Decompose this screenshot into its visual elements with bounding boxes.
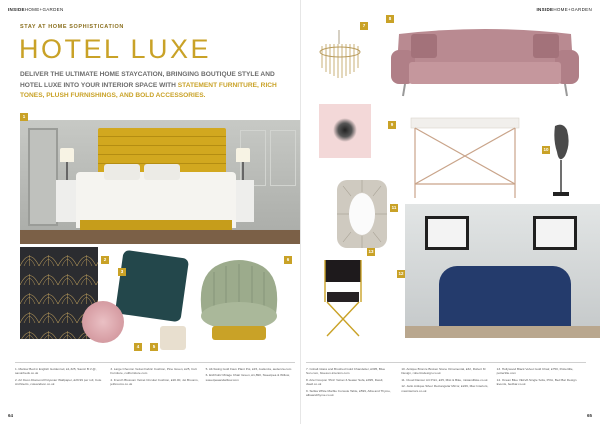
caption-column: 7. Cobalt Glass and Brushed Gold Chandelier, £395, Blue Sun.com, bluesun-interiors.com 8. Ariel Coupon 'Pink' Velvet 3-Seater Sofa, £995, Dwell, dwell.co.uk 9. Sulika White Marble Console Table, £599, Alba and Thyme, albaandthyme.co.uk: [306, 367, 391, 398]
item-number-1: 1: [20, 113, 28, 121]
marble-console-table: [405, 114, 525, 200]
item-number-4: 4: [134, 343, 142, 351]
standfirst: DELIVER THE ULTIMATE HOME STAYCATION, BRINGING BOUTIQUE STYLE AND HOTEL LUXE INTO YOUR INTERIOR SPACE WITH STATEMENT FURNITURE, RICH TONES, PLUSH FURNISHINGS, AND BOLD ACCESSORIES.: [20, 71, 277, 99]
pink-velvet-sofa: [385, 22, 585, 102]
item-number-2: 2: [101, 256, 109, 264]
bronze-sculpture: [549, 122, 573, 198]
right-captions: [306, 362, 586, 406]
page-number: 65: [586, 413, 592, 418]
item-number-6: 6: [284, 256, 292, 264]
item-number-5: 5: [150, 343, 158, 351]
green-velvet-cushion: [115, 250, 189, 323]
item-number-9: 9: [388, 121, 396, 129]
caption-column: 13. Hollywood Black Velvet Gold Chair, £750, Pottertille, pottertille.com 14. Ocean Blue VELVA Single Sofa, POA, Bed Bar Design Events, bedbar.co.uk: [496, 367, 577, 387]
blue-velvet-sofa: [439, 266, 571, 330]
item-number-11: 11: [391, 205, 397, 210]
magazine-brand: INSIDEHOME+GARDEN: [8, 7, 64, 12]
item-number-12: 12: [398, 271, 404, 276]
black-velvet-gold-chair: [321, 256, 365, 338]
section-kicker: STAY AT HOME SOPHISTICATION: [20, 24, 125, 30]
left-captions: [15, 362, 295, 406]
item-number-10: 10: [543, 147, 549, 152]
magazine-brand: INSIDEHOME+GARDEN: [536, 7, 592, 12]
page-number: 64: [8, 413, 14, 418]
caption-column: 5. All-Swing Gold Faux Plant Pot, £15, Audenza, audenza.com 6. Eichholtz Mirage Chair Green, £1,890, Sweetpea & Willow, sweetpeaandwillow.com: [205, 367, 292, 382]
leopard-plant-pot: [160, 326, 186, 350]
green-velvet-armchair: [190, 254, 288, 352]
item-number-8: 8: [386, 15, 394, 23]
caption-column: 3. Large Chevron Velvet Fabric Cushion, Pine Green, £25, Cult Furniture, cultfurniture.com 4. French Blossom Velvet Circular Cushion, £20.00, Jet Brooms, jetbrooms.co.uk: [110, 367, 199, 387]
silver-mirror: [335, 178, 389, 250]
item-number-7: 7: [360, 22, 368, 30]
caption-column: 1. Marlow Bed in English Goldenrod, £1,325, Savoir B.V.@, savoirbeds.co.uk 2. Art Deco Diamond Polyester Wallpaper, £29.99 per roll, Cole Architects, coleandson.co.uk: [15, 367, 102, 387]
bedroom-photo: [20, 120, 300, 244]
abstract-art-print: [319, 104, 371, 158]
gold-chandelier: [316, 30, 362, 84]
right-page: [300, 0, 600, 424]
pink-round-cushion: [82, 301, 124, 343]
page-title: HOTEL LUXE: [19, 34, 212, 64]
item-number-13: 13: [368, 249, 374, 254]
living-room-photo: [405, 204, 600, 338]
item-number-3: 3: [118, 268, 126, 276]
caption-column: 10. Antique Bronze Broken Stone Ornamental, £32, Robert M Design, robertmdesign.co.uk 11. Cloud Dancer Art Print, £25, Mist & Bike, mistandbike.co.uk 12. Jarlo Antique Silver Rectangular Mirror, £249, Max Interiors, maxinteriors.co.uk: [401, 367, 489, 393]
